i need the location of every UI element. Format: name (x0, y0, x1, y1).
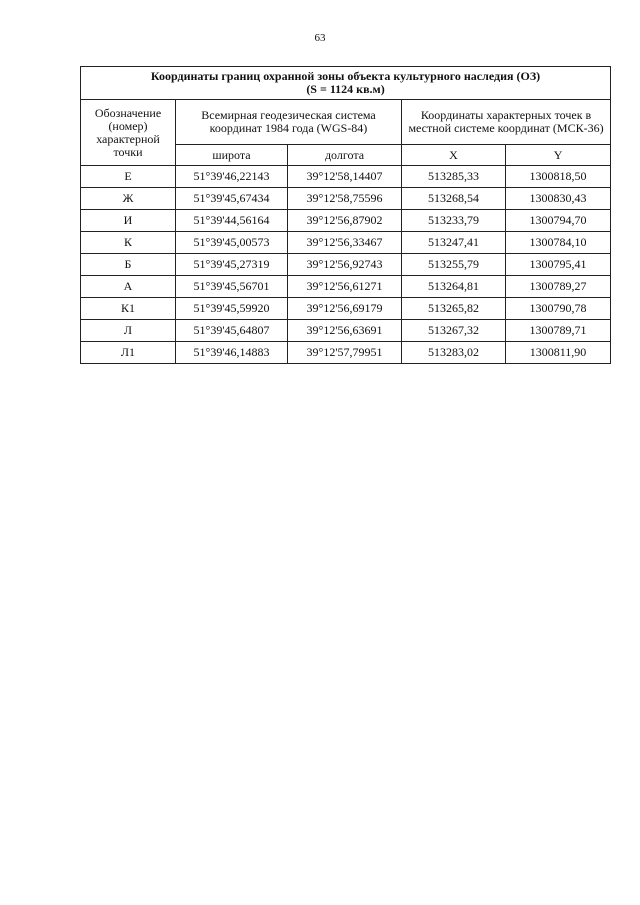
table-row (81, 166, 611, 188)
cell-point: К1 (81, 298, 176, 320)
cell-point: А (81, 276, 176, 298)
cell-point: Л (81, 320, 176, 342)
cell-x: 513285,33 (402, 166, 506, 188)
cell-longitude: 39°12'56,92743 (288, 254, 402, 276)
cell-latitude: 51°39'45,59920 (176, 298, 288, 320)
table-title-line-2: (S = 1124 кв.м) (306, 82, 385, 96)
cell-point: И (81, 210, 176, 232)
table-row (81, 232, 611, 254)
cell-y: 1300830,43 (506, 188, 611, 210)
cell-latitude: 51°39'45,00573 (176, 232, 288, 254)
cell-longitude: 39°12'56,33467 (288, 232, 402, 254)
cell-latitude: 51°39'45,27319 (176, 254, 288, 276)
cell-longitude: 39°12'57,79951 (288, 342, 402, 364)
header-longitude: долгота (288, 145, 402, 166)
cell-point: Л1 (81, 342, 176, 364)
cell-point: Б (81, 254, 176, 276)
cell-latitude: 51°39'46,14883 (176, 342, 288, 364)
cell-x: 513283,02 (402, 342, 506, 364)
coordinates-table (80, 66, 611, 364)
cell-x: 513233,79 (402, 210, 506, 232)
table-row (81, 298, 611, 320)
cell-longitude: 39°12'56,87902 (288, 210, 402, 232)
header-wgs84: Всемирная геодезическая система координат 1984 года (WGS-84) (176, 100, 402, 145)
cell-x: 513265,82 (402, 298, 506, 320)
table-row (81, 254, 611, 276)
header-x: X (402, 145, 506, 166)
header-msk36: Координаты характерных точек в местной системе координат (МСК-36) (402, 100, 611, 145)
cell-x: 513255,79 (402, 254, 506, 276)
cell-longitude: 39°12'58,14407 (288, 166, 402, 188)
cell-x: 513264,81 (402, 276, 506, 298)
table-row (81, 276, 611, 298)
cell-point: Е (81, 166, 176, 188)
cell-y: 1300789,27 (506, 276, 611, 298)
cell-latitude: 51°39'45,67434 (176, 188, 288, 210)
cell-x: 513267,32 (402, 320, 506, 342)
cell-longitude: 39°12'58,75596 (288, 188, 402, 210)
table-row (81, 210, 611, 232)
cell-longitude: 39°12'56,63691 (288, 320, 402, 342)
cell-y: 1300784,10 (506, 232, 611, 254)
table-title (81, 67, 611, 100)
cell-longitude: 39°12'56,69179 (288, 298, 402, 320)
table-row (81, 188, 611, 210)
header-latitude: широта (176, 145, 288, 166)
cell-y: 1300811,90 (506, 342, 611, 364)
page-number: 63 (314, 32, 326, 44)
table-body (81, 166, 611, 364)
cell-y: 1300795,41 (506, 254, 611, 276)
table-row (81, 342, 611, 364)
cell-longitude: 39°12'56,61271 (288, 276, 402, 298)
cell-y: 1300818,50 (506, 166, 611, 188)
cell-latitude: 51°39'45,64807 (176, 320, 288, 342)
cell-point: Ж (81, 188, 176, 210)
header-point: Обозначение (номер) характерной точки (81, 100, 176, 166)
table-row (81, 320, 611, 342)
cell-x: 513268,54 (402, 188, 506, 210)
cell-y: 1300790,78 (506, 298, 611, 320)
header-y: Y (506, 145, 611, 166)
cell-y: 1300794,70 (506, 210, 611, 232)
cell-latitude: 51°39'44,56164 (176, 210, 288, 232)
table-title-line-1: Координаты границ охранной зоны объекта культурного наследия (ОЗ) (150, 69, 541, 83)
cell-latitude: 51°39'45,56701 (176, 276, 288, 298)
cell-point: К (81, 232, 176, 254)
cell-x: 513247,41 (402, 232, 506, 254)
cell-latitude: 51°39'46,22143 (176, 166, 288, 188)
cell-y: 1300789,71 (506, 320, 611, 342)
